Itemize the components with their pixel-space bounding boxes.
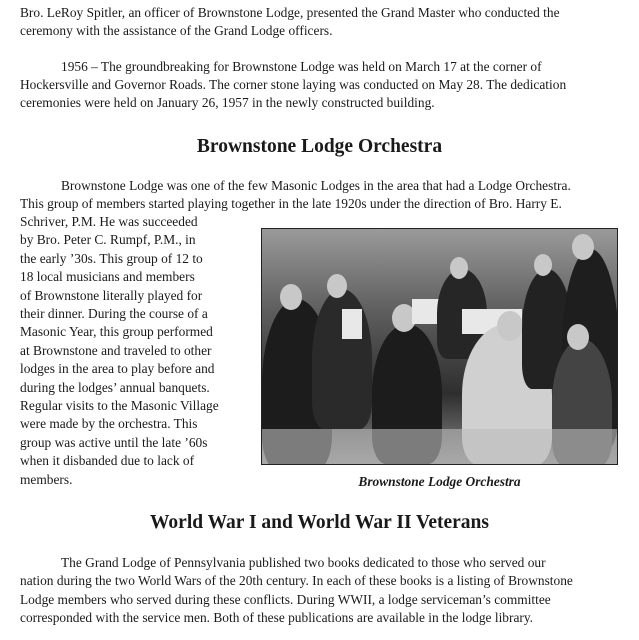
orchestra-line: their dinner. During the course of a	[20, 306, 208, 321]
photo-caption: Brownstone Lodge Orchestra	[358, 474, 521, 489]
veterans-line: The Grand Lodge of Pennsylvania published two books dedicated to those who served our	[61, 555, 546, 570]
orchestra-line: of Brownstone literally played for	[20, 287, 203, 303]
orchestra-line: were made by the orchestra. This	[20, 416, 198, 432]
orchestra-line: This group of members started playing together in the late 1920s under the direction of Bro. Harry E.	[20, 196, 562, 211]
orchestra-line: members.	[20, 471, 73, 487]
orchestra-line: when it disbanded due to lack of	[20, 453, 195, 469]
veterans-heading: World War I and World War II Veterans	[150, 512, 489, 533]
orchestra-line: 18 local musicians and members	[20, 269, 195, 285]
orchestra-line: Schriver, P.M. He was succeeded	[20, 214, 198, 229]
intro-line: ceremony with the assistance of the Grand Lodge officers.	[20, 23, 333, 38]
veterans-line: Lodge members who served during these conflicts. During WWII, a lodge serviceman’s committee	[20, 592, 551, 607]
orchestra-photo	[261, 228, 618, 465]
orchestra-line: during the lodges’ annual banquets.	[20, 379, 210, 395]
orchestra-line: at Brownstone and traveled to other	[20, 342, 212, 358]
orchestra-line: Brownstone Lodge was one of the few Masonic Lodges in the area that had a Lodge Orchestra.	[61, 178, 571, 193]
orchestra-line: Regular visits to the Masonic Village	[20, 398, 219, 413]
veterans-line: corresponded with the service men. Both of these publications are available in the lodge library.	[20, 610, 534, 625]
orchestra-heading: Brownstone Lodge Orchestra	[196, 136, 443, 157]
orchestra-line: Masonic Year, this group performed	[20, 324, 213, 340]
orchestra-line: group was active until the late ’60s	[20, 434, 208, 450]
intro-line: Bro. LeRoy Spitler, an officer of Brownstone Lodge, presented the Grand Master who conducted the	[20, 5, 560, 20]
groundbreaking-line: ceremonies were held on January 26, 1957 in the newly constructed building.	[20, 95, 435, 110]
orchestra-line: lodges in the area to play before and	[20, 361, 215, 377]
orchestra-line: by Bro. Peter C. Rumpf, P.M., in	[20, 232, 196, 248]
veterans-line: nation during the two World Wars of the 20th century. In each of these books is a listing of Brownstone	[20, 573, 573, 588]
orchestra-line: the early ’30s. This group of 12 to	[20, 250, 203, 266]
groundbreaking-line: 1956 – The groundbreaking for Brownstone Lodge was held on March 17 at the corner of	[61, 59, 542, 74]
groundbreaking-line: Hockersville and Governor Roads. The corner stone laying was conducted on May 28. The dedication	[20, 77, 567, 92]
